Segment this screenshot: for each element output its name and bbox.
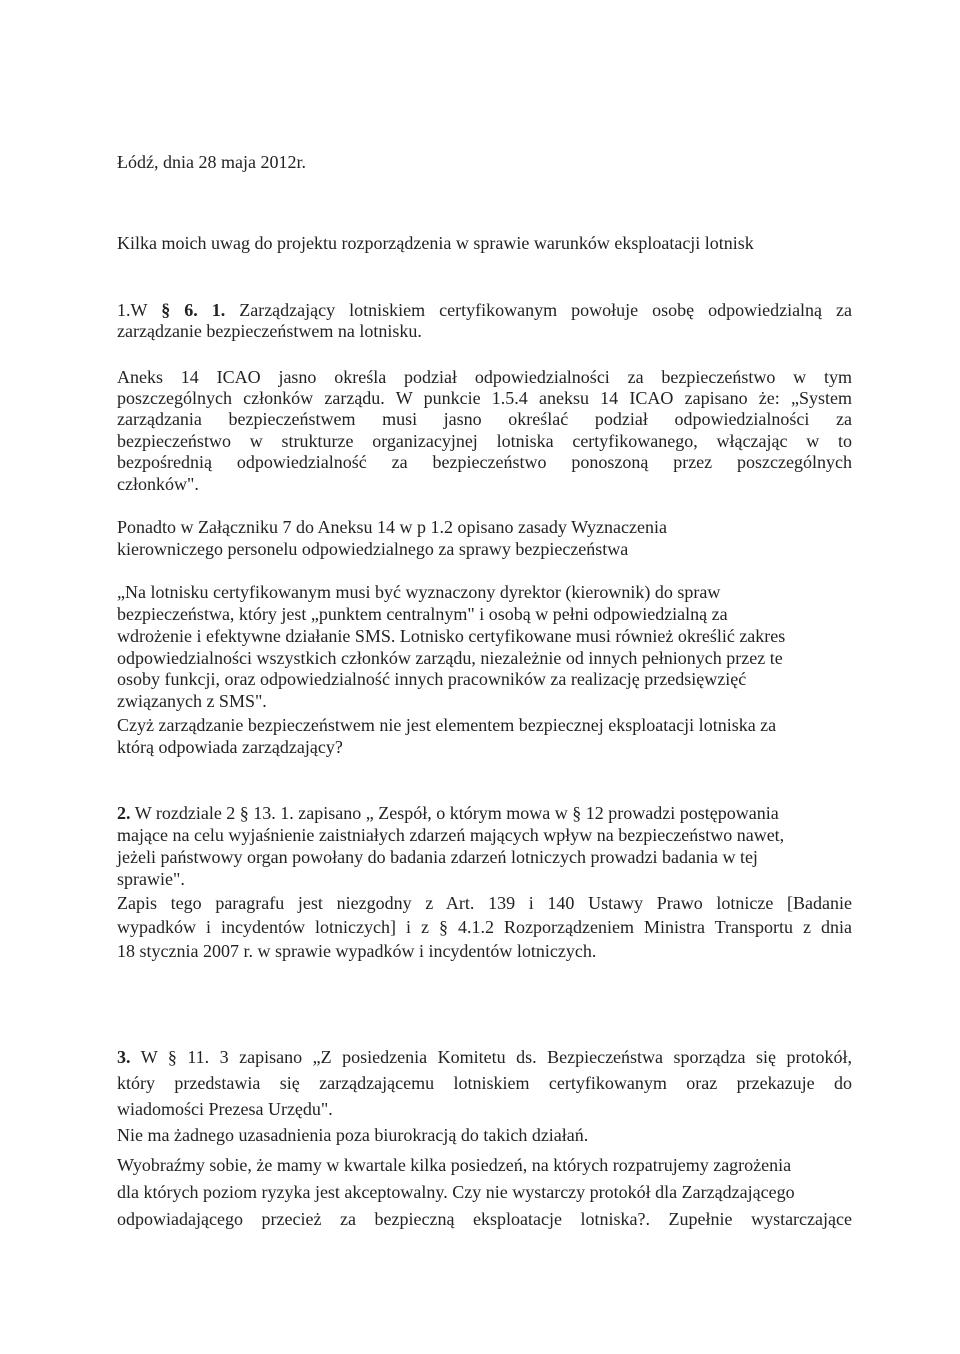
paragraph-line: Zapis tego paragrafu jest niezgodny z Art. 139 i 140 Ustawy Prawo lotnicze [Badanie (117, 893, 852, 913)
paragraph-line: odpowiadającego przecież za bezpieczną eksploatacje lotniska?. Zupełnie wystarczające (117, 1209, 852, 1229)
document-title: Kilka moich uwag do projektu rozporządzenia w sprawie warunków eksploatacji lotnisk (117, 233, 754, 253)
paragraph-line: który przedstawia się zarządzającemu lotniskiem certyfikowanym oraz przekazuje do (117, 1073, 852, 1093)
paragraph-line: Nie ma żadnego uzasadnienia poza biurokracją do takich działań. (117, 1125, 589, 1145)
section1-intro-lead: W (130, 300, 148, 320)
paragraph-line: dla których poziom ryzyka jest akceptowalny. Czy nie wystarczy protokół dla Zarządzającego (117, 1182, 795, 1202)
section1-intro-rest: Zarządzający lotniskiem certyfikowanym powołuje osobę odpowiedzialną za (239, 300, 853, 320)
section1-intro-cont: zarządzanie bezpieczeństwem na lotnisku. (117, 321, 422, 341)
question-line: którą odpowiada zarządzający? (117, 737, 343, 757)
paragraph-line: wypadków i incydentów lotniczych] i z § 4.1.2 Rozporządzeniem Ministra Transportu z dnia (117, 917, 852, 937)
section2-number: 2. (117, 803, 131, 823)
quote-line: bezpieczeństwa, który jest „punktem centralnym" i osobą w pełni odpowiedzialną za (117, 604, 728, 624)
quote-line: odpowiedzialności wszystkich członków zarządu, niezależnie od innych pełnionych przez te (117, 648, 783, 668)
paragraph-line: Ponadto w Załączniku 7 do Aneksu 14 w p 1.2 opisano zasady Wyznaczenia (117, 517, 667, 537)
quote-line: wdrożenie i efektywne działanie SMS. Lotnisko certyfikowane musi również określić zakres (117, 626, 786, 646)
place-date: Łódź, dnia 28 maja 2012r. (117, 152, 306, 172)
question-line: Czyż zarządzanie bezpieczeństwem nie jest elementem bezpiecznej eksploatacji lotniska za (117, 715, 777, 735)
section2-first-line: 2. W rozdziale 2 § 13. 1. zapisano „ Zespół, o którym mowa w § 12 prowadzi postępowania (117, 803, 779, 823)
section1-paragraph-ref: § 6. 1. (161, 300, 226, 320)
section1-intro-line (117, 300, 852, 320)
quote-line: „Na lotnisku certyfikowanym musi być wyznaczony dyrektor (kierownik) do spraw (117, 582, 721, 602)
paragraph-line: 18 stycznia 2007 r. w sprawie wypadków i incydentów lotniczych. (117, 941, 597, 961)
paragraph-line: Wyobraźmy sobie, że mamy w kwartale kilka posiedzeń, na których rozpatrujemy zagrożenia (117, 1155, 792, 1175)
paragraph-line: sprawie". (117, 869, 185, 889)
paragraph-line: mające na celu wyjaśnienie zaistniałych zdarzeń mających wpływ na bezpieczeństwo nawet, (117, 825, 785, 845)
paragraph-line: bezpośrednią odpowiedzialność za bezpieczeństwo ponoszoną przez poszczególnych (117, 452, 852, 472)
quote-line: związanych z SMS". (117, 691, 267, 711)
paragraph-line: wiadomości Prezesa Urzędu". (117, 1099, 333, 1119)
section3-first-line: 3. W § 11. 3 zapisano „Z posiedzenia Komitetu ds. Bezpieczeństwa sporządza się protokół, (117, 1047, 852, 1067)
quote-line: osoby funkcji, oraz odpowiedzialność innych pracowników za realizację przedsięwzięć (117, 669, 747, 689)
section1-number: 1. (117, 300, 131, 320)
paragraph-line: Aneks 14 ICAO jasno określa podział odpowiedzialności za bezpieczeństwo w tym (117, 367, 852, 387)
paragraph-line: bezpieczeństwo w strukturze organizacyjnej lotniska certyfikowanego, włączając w to (117, 431, 852, 451)
section3-number: 3. (117, 1047, 131, 1067)
paragraph-line: poszczególnych członków zarządu. W punkcie 1.5.4 aneksu 14 ICAO zapisano że: „System (117, 388, 852, 408)
paragraph-line: zarządzania bezpieczeństwem musi jasno określać podział odpowiedzialności za (117, 409, 852, 429)
paragraph-line: członków". (117, 474, 199, 494)
paragraph-line: jeżeli państwowy organ powołany do badania zdarzeń lotniczych prowadzi badania w tej (117, 847, 758, 867)
paragraph-line: kierowniczego personelu odpowiedzialnego za sprawy bezpieczeństwa (117, 539, 629, 559)
